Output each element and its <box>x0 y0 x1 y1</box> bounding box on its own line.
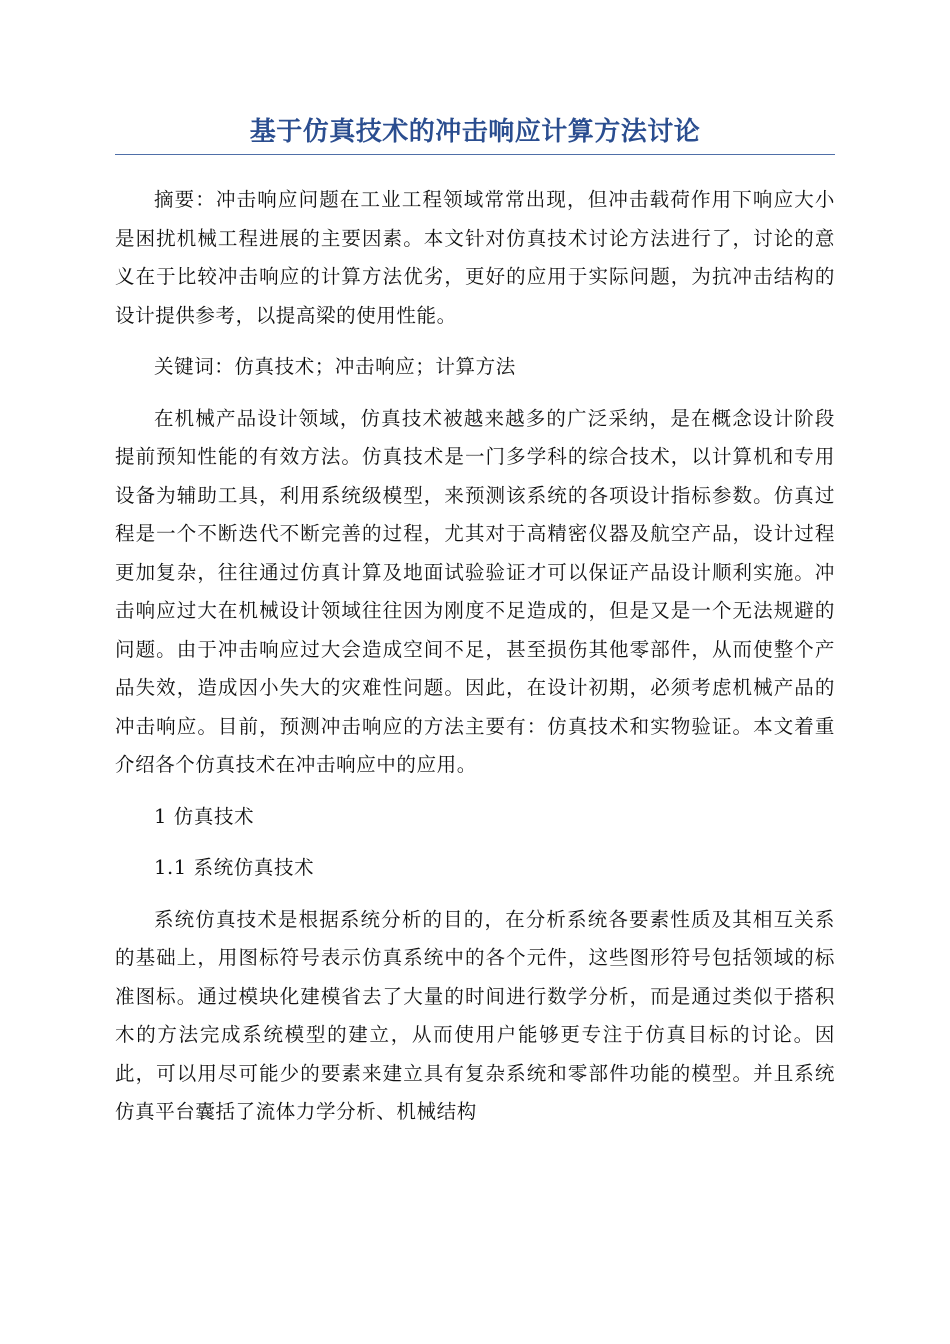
section-1-1-body: 系统仿真技术是根据系统分析的目的，在分析系统各要素性质及其相互关系的基础上，用图标符号表示仿真系统中的各个元件，这些图形符号包括领域的标准图标。通过模块化建模省去了大量的时间进行数学分析，而是通过类似于搭积木的方法完成系统模型的建立，从而使用户能够更专注于仿真目标的讨论。因此，可以用尽可能少的要素来建立具有复杂系统和零部件功能的模型。并且系统仿真平台囊括了流体力学分析、机械结构 <box>115 907 835 1123</box>
spacer <box>115 785 835 798</box>
document-title: 基于仿真技术的冲击响应计算方法讨论 <box>115 112 835 155</box>
section-heading-1: 1 仿真技术 <box>154 804 255 828</box>
section-heading-1-1: 1.1 系统仿真技术 <box>154 856 315 879</box>
spacer <box>115 155 835 181</box>
spacer <box>115 387 835 400</box>
spacer <box>115 335 835 348</box>
keywords-paragraph: 关键词：仿真技术；冲击响应；计算方法 <box>154 355 516 378</box>
spacer <box>115 888 835 901</box>
document-page <box>115 112 835 1132</box>
abstract-paragraph: 摘要：冲击响应问题在工业工程领域常常出现，但冲击载荷作用下响应大小是困扰机械工程进展的主要因素。本文针对仿真技术讨论方法进行了，讨论的意义在于比较冲击响应的计算方法优劣，更好的应用于实际问题，为抗冲击结构的设计提供参考，以提高梁的使用性能。 <box>115 188 835 327</box>
spacer <box>115 836 835 849</box>
intro-paragraph: 在机械产品设计领域，仿真技术被越来越多的广泛采纳，是在概念设计阶段提前预知性能的有效方法。仿真技术是一门多学科的综合技术，以计算机和专用设备为辅助工具，利用系统级模型，来预测该系统的各项设计指标参数。仿真过程是一个不断迭代不断完善的过程，尤其对于高精密仪器及航空产品，设计过程更加复杂，往往通过仿真计算及地面试验验证才可以保证产品设计顺利实施。冲击响应过大在机械设计领域往往因为刚度不足造成的，但是又是一个无法规避的问题。由于冲击响应过大会造成空间不足，甚至损伤其他零部件，从而使整个产品失效，造成因小失大的灾难性问题。因此，在设计初期，必须考虑机械产品的冲击响应。目前，预测冲击响应的方法主要有：仿真技术和实物验证。本文着重介绍各个仿真技术在冲击响应中的应用。 <box>115 406 835 776</box>
